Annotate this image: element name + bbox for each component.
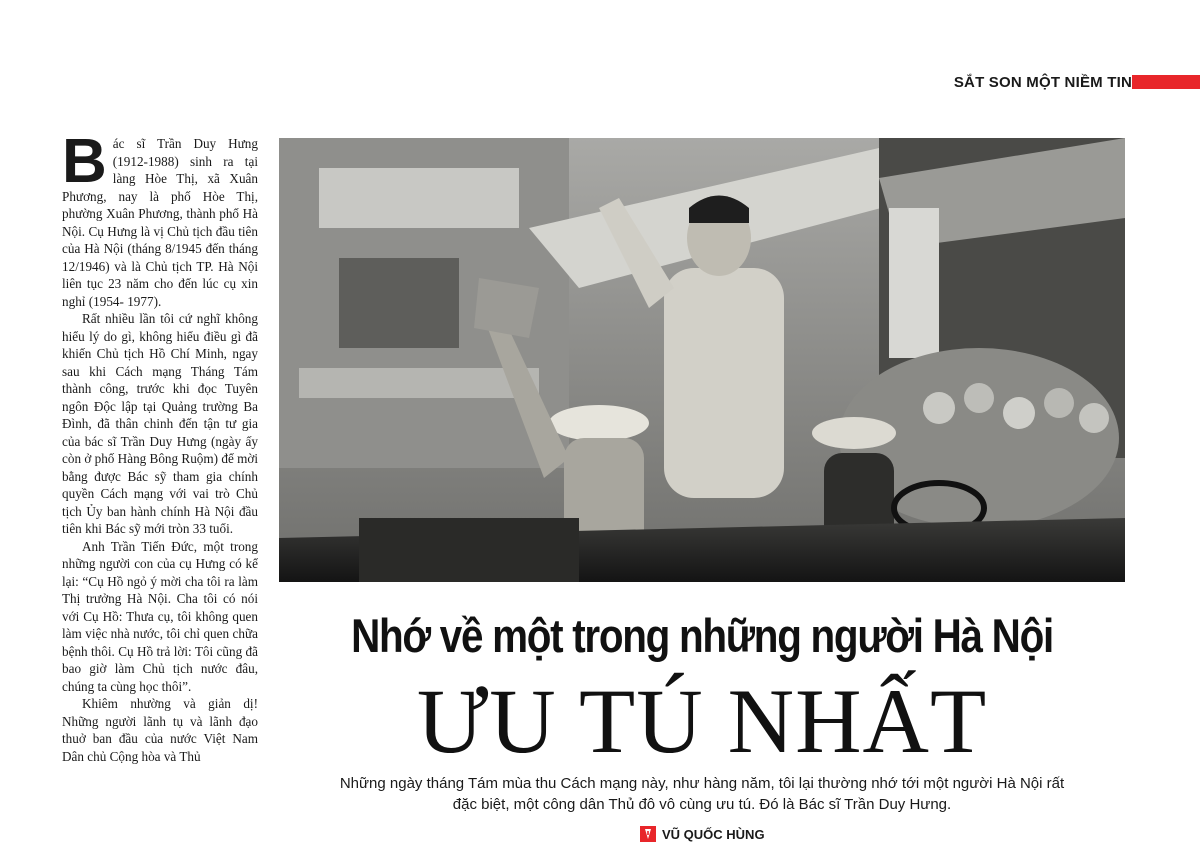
article-paragraph-3: Anh Trần Tiến Đức, một trong những người con của cụ Hưng có kể lại: “Cụ Hồ ngỏ ý mời cha tôi ra làm Thị trưởng Hà Nội. Cha tôi có nói với Cụ Hồ: Thưa cụ, tôi không quen làm việc nhà nước, tôi chỉ quen chữa bệnh thôi. Cụ Hồ trả lời: Tôi cũng đã bao giờ làm Chủ tịch nước đâu, chúng ta cùng học thôi”. bbox=[62, 538, 258, 694]
byline bbox=[640, 825, 765, 843]
lead-paragraph: Những ngày tháng Tám mùa thu Cách mạng này, như hàng năm, tôi lại thường nhớ tới một người Hà Nội rất đặc biệt, một công dân Thủ đô vô cùng ưu tú. Đó là Bác sĩ Trần Duy Hưng. bbox=[339, 775, 1065, 813]
article-paragraph-2: Rất nhiều lần tôi cứ nghĩ không hiểu lý do gì, không hiểu điều gì đã khiến Chủ tịch Hồ Chí Minh, ngay sau khi Cách mạng Tháng Tám thành công, trước khi đọc Tuyên ngôn Độc lập tại Quảng trường Ba Đình, đã thân chinh đến tận tư gia của bác sĩ Trần Duy Hưng (ngày ấy còn ở phố Hàng Bông Ruộm) để mời bằng được Bác sỹ tham gia chính quyền Cách mạng với vai trò Chủ tịch Ủy ban hành chính Hà Nội đầu tiên khi Bác sỹ mới tròn 33 tuổi. bbox=[62, 311, 258, 536]
headline-line-2: ƯU TÚ NHẤT bbox=[416, 670, 988, 772]
article-paragraph-4: Khiêm nhường và giản dị! Những người lãnh tụ và lãnh đạo thuở ban đầu của nước Việt Nam Dân chủ Cộng hòa và Thủ bbox=[62, 696, 258, 764]
author-name: VŨ QUỐC HÙNG bbox=[662, 826, 765, 842]
section-accent-bar bbox=[1132, 75, 1200, 89]
section-title: SẮT SON MỘT NIỀM TIN bbox=[953, 74, 1132, 91]
pen-icon bbox=[640, 826, 656, 842]
article-body-column bbox=[62, 135, 258, 867]
article-paragraph-1 bbox=[62, 135, 258, 310]
historic-photo bbox=[279, 138, 1125, 582]
headline-line-1: Nhớ về một trong những người Hà Nội bbox=[351, 609, 1053, 662]
photo-illustration bbox=[279, 138, 1125, 582]
drop-cap: B bbox=[62, 135, 107, 196]
paragraph-text: ác sĩ Trần Duy Hưng (1912-1988) sinh ra tại làng Hòe Thị, xã Xuân Phương, nay là phố Hòe Thị, phường Xuân Phương, thành phố Hà Nội. Cụ Hưng là vị Chủ tịch đầu tiên của Hà Nội (tháng 8/1945 đến tháng 12/1946) và là Chủ tịch TP. Hà Nội liên tục 23 năm cho đến lúc cụ xin nghỉ (1954- 1977). bbox=[62, 136, 258, 309]
